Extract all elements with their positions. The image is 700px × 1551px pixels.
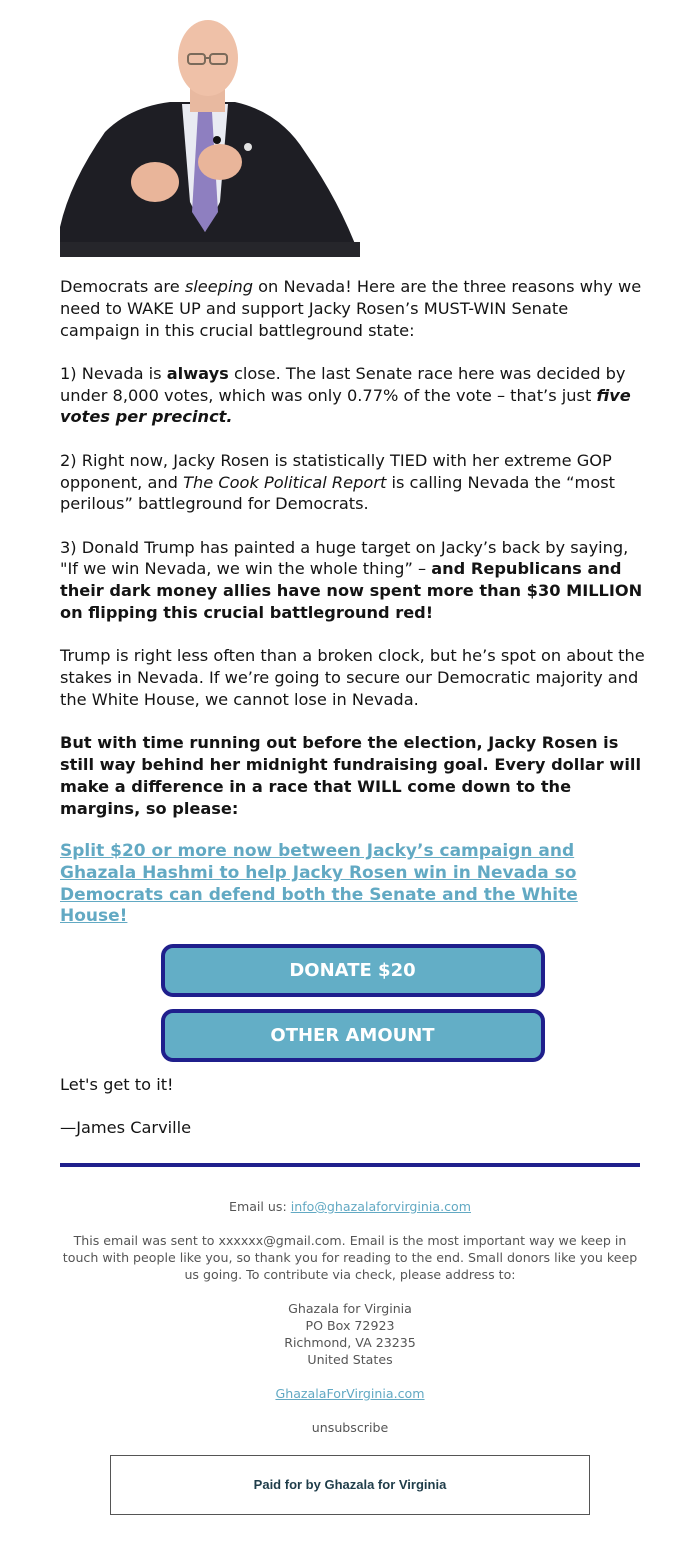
text: close. The last Senate race here was decided by under 8,000 votes, which was only 0.77% of the vote – that’s just bbox=[60, 363, 626, 405]
paragraph-intro bbox=[60, 276, 645, 341]
address-line: PO Box 72923 bbox=[305, 1318, 395, 1333]
bold-text: and Republicans and their dark money allies have now spent more than $30 MILLION on flipping this crucial battleground red! bbox=[60, 559, 643, 623]
donate-20-button[interactable]: DONATE $20 bbox=[161, 944, 545, 997]
signature: —James Carville bbox=[60, 1118, 192, 1138]
hand-right bbox=[198, 144, 242, 180]
footer-divider bbox=[60, 1163, 640, 1167]
hand-left bbox=[131, 162, 179, 202]
address-line: United States bbox=[307, 1352, 393, 1367]
website-link[interactable]: GhazalaForVirginia.com bbox=[275, 1386, 425, 1401]
paragraph-appeal: But with time running out before the election, Jacky Rosen is still way behind her midnight fundraising goal. Every dollar will make a difference in a race that WILL come down to the margins, so please: bbox=[60, 733, 642, 818]
paid-for-disclaimer: Paid for by Ghazala for Virginia bbox=[110, 1455, 590, 1515]
bold-text: always bbox=[166, 363, 229, 383]
footer bbox=[60, 1198, 640, 1453]
text: Democrats are bbox=[60, 277, 185, 296]
mailing-address bbox=[60, 1300, 640, 1368]
bold-italic-text: five votes per precinct. bbox=[60, 385, 631, 427]
hero-image bbox=[60, 12, 360, 257]
email-label: Email us: bbox=[228, 1199, 291, 1214]
paragraph-reason-1 bbox=[60, 363, 645, 428]
text: on Nevada! Here are the three reasons why we need to WAKE UP and support Jacky Rosen’s MUST-WIN Senate campaign in this crucial battleground state: bbox=[60, 277, 642, 340]
paragraph-trump: Trump is right less often than a broken clock, but he’s spot on about the stakes in Nevada. If we’re going to secure our Democratic majority and the White House, we cannot lose in Nevada. bbox=[60, 646, 645, 709]
footer-notice: This email was sent to xxxxxx@gmail.com. Email is the most important way we keep in touch with people like you, so thank you for reading to the end. Small donors like you keep us going. To contribute via check, please address to: bbox=[62, 1233, 638, 1282]
paragraph-reason-3 bbox=[60, 537, 645, 624]
address-line: Richmond, VA 23235 bbox=[284, 1335, 416, 1350]
text: 3) Donald Trump has painted a huge target on Jacky’s back by saying, "If we win Nevada, we win the whole thing” – bbox=[60, 537, 629, 579]
address-line: Ghazala for Virginia bbox=[288, 1301, 412, 1316]
footer-email-line bbox=[60, 1198, 640, 1215]
closing-line: Let's get to it! bbox=[60, 1075, 174, 1095]
emphasis-text: sleeping bbox=[184, 277, 253, 296]
email-link[interactable]: info@ghazalaforvirginia.com bbox=[290, 1199, 471, 1214]
message-body bbox=[60, 276, 645, 1161]
paragraph-reason-2 bbox=[60, 450, 645, 515]
donate-split-link[interactable]: Split $20 or more now between Jacky’s campaign and Ghazala Hashmi to help Jacky Rosen win in Nevada so Democrats can defend both the Senate and the White House! bbox=[60, 840, 578, 927]
other-amount-button[interactable]: OTHER AMOUNT bbox=[161, 1009, 545, 1062]
text: is calling Nevada the “most perilous” battleground for Democrats. bbox=[60, 472, 616, 514]
website-line bbox=[60, 1385, 640, 1402]
text: 1) Nevada is bbox=[60, 363, 167, 383]
publication-title: The Cook Political Report bbox=[183, 472, 387, 492]
text: 2) Right now, Jacky Rosen is statistically TIED with her extreme GOP opponent, and bbox=[60, 450, 612, 492]
unsubscribe-link[interactable]: unsubscribe bbox=[311, 1420, 389, 1435]
